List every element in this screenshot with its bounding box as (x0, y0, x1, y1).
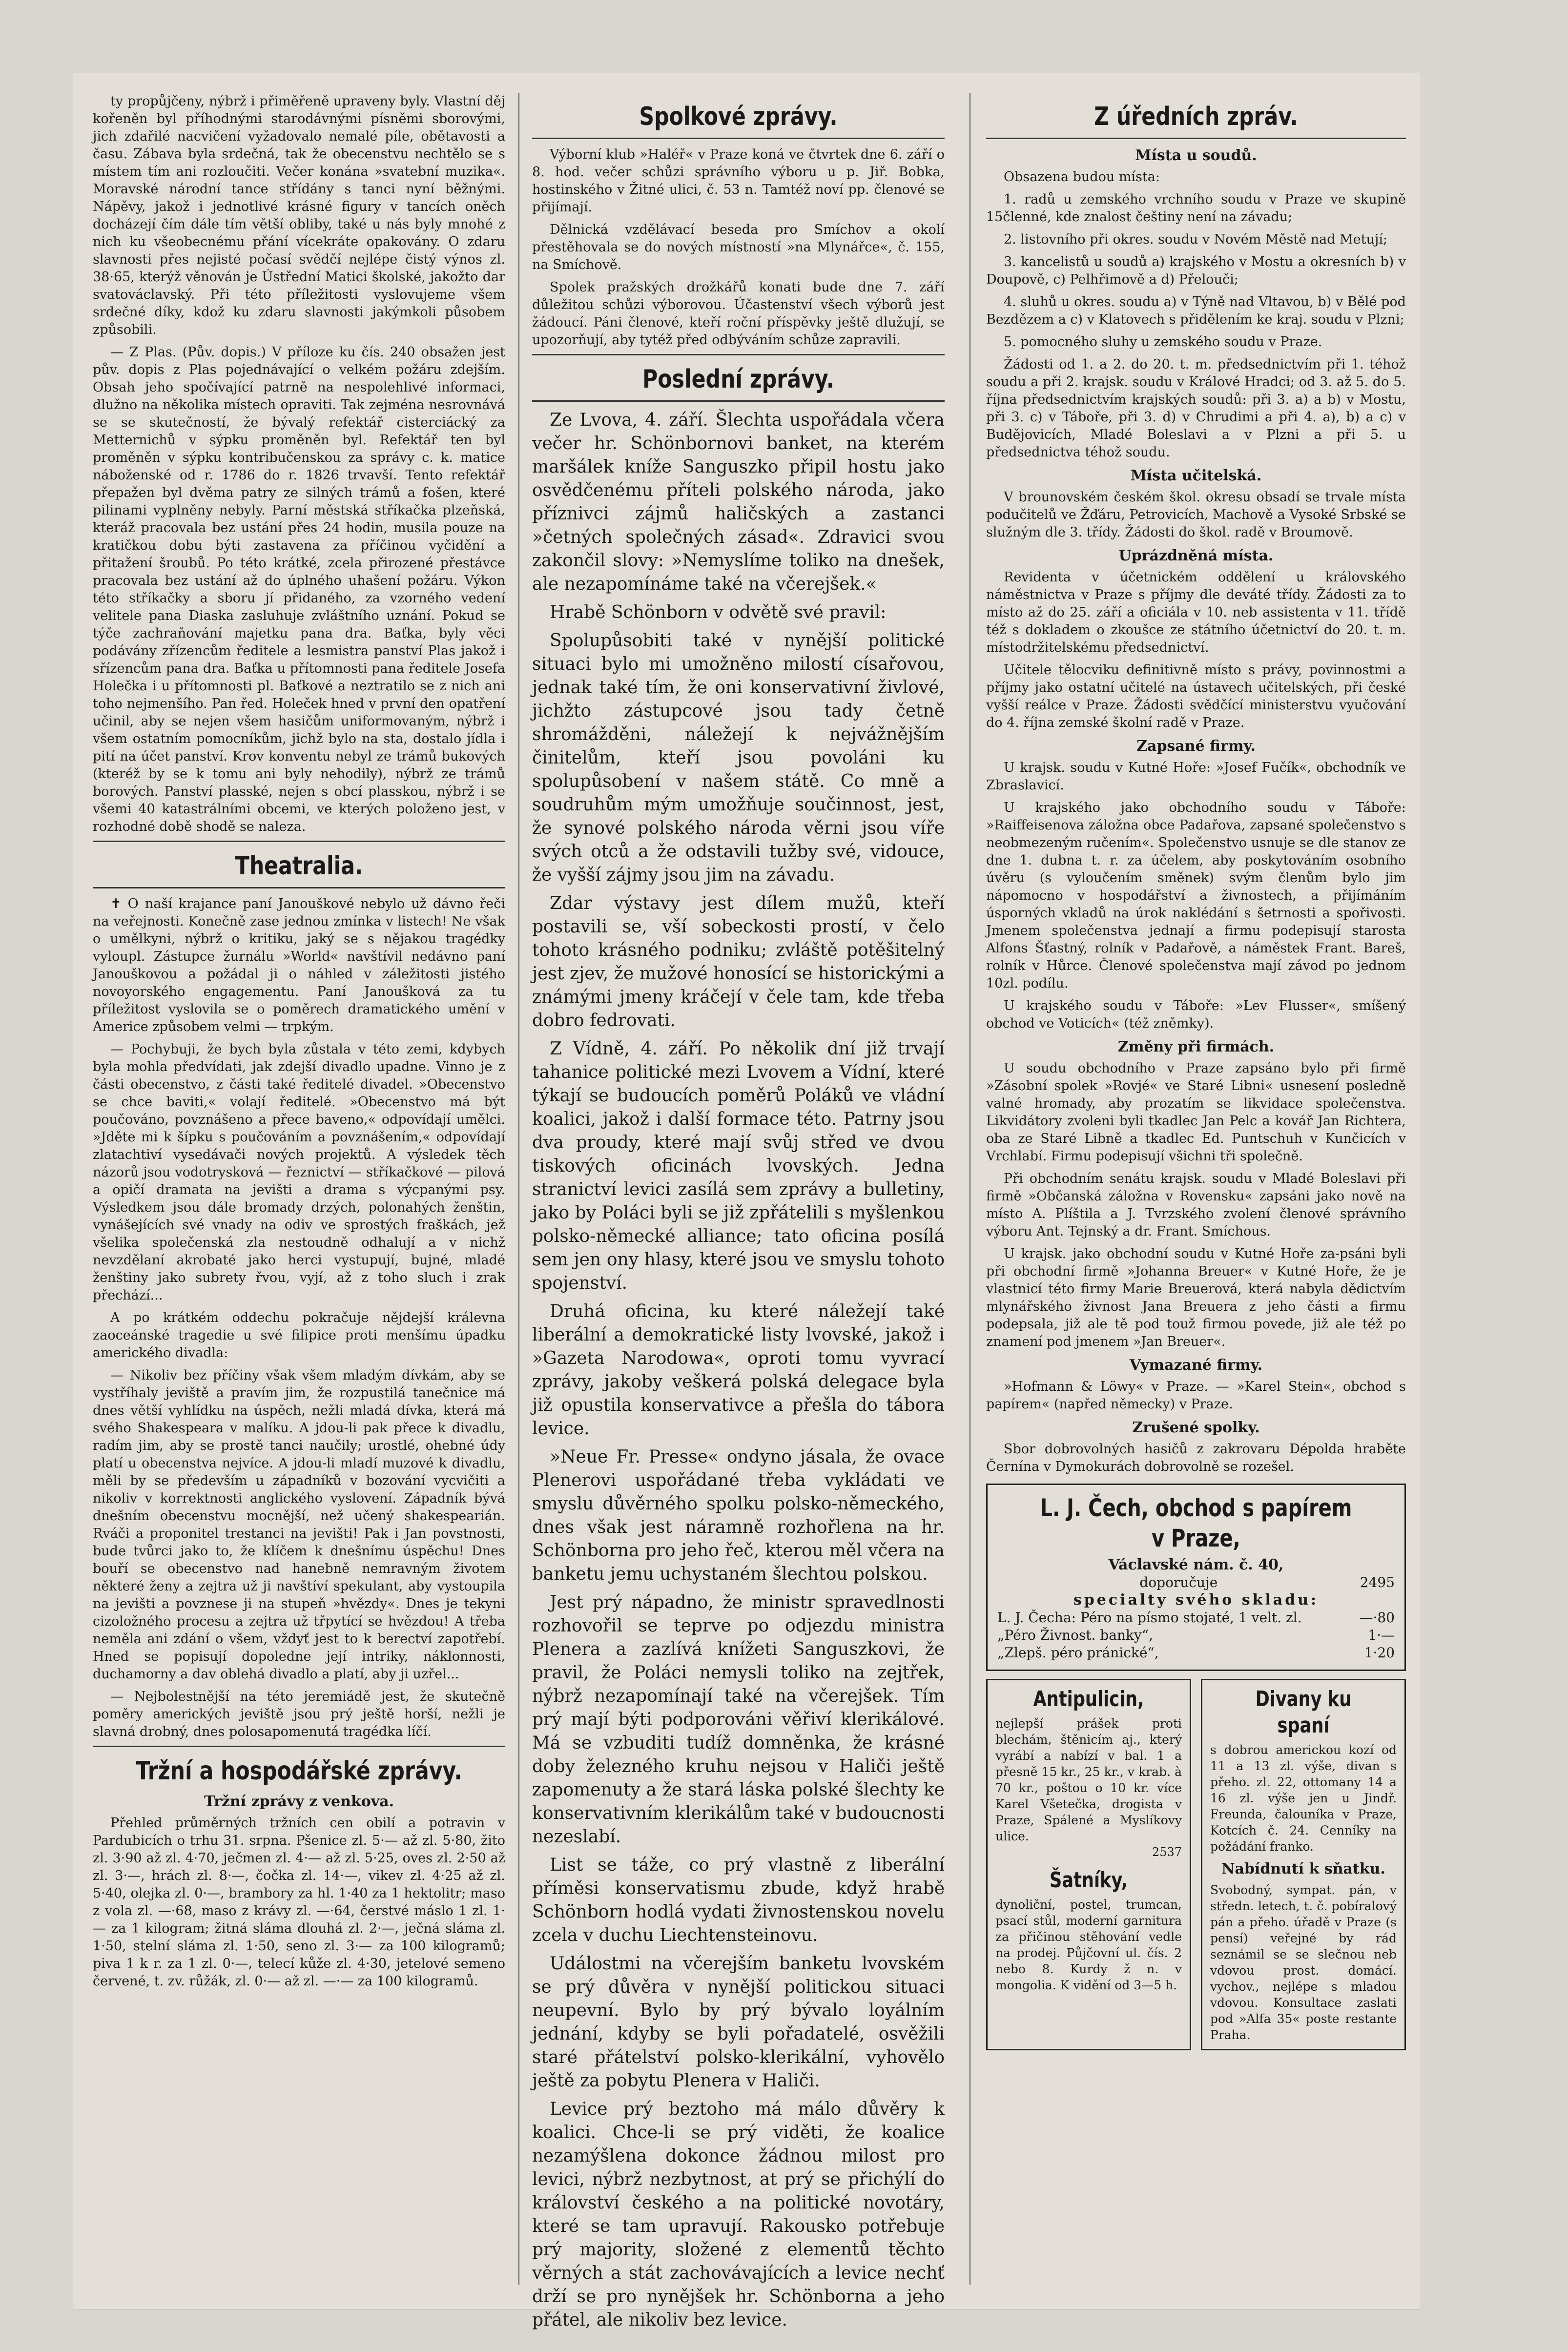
column-1 (93, 93, 505, 1995)
ad-text: s dobrou americkou kozí od 11 a 13 zl. výše, divan s přeho. zl. 22, ottomany 14 a 16 zl. výše jen u Jindř. Freunda, čalouníka v Praze, Kotcích č. 24. Cenníky na požádání franko. (1210, 1743, 1397, 1854)
newspaper-page (73, 73, 1421, 2330)
ad-title: Divany ku spaní (1255, 1687, 1352, 1738)
article-paragraph: ✝ O naší krajance paní Janouškové nebylo už dávno řeči na veřejnosti. Konečně zase jednou zmínka v listech! Ne však o umělkyni, nýbrž o kritiku, jaký se s nějakou tragédky vyloupl. Zástupce žurnálu »World« navštívil nedávno paní Janouškovou a požádal ji o náhled v záležitosti jistého novoyorského engagementu. Paní Janoušková za tu příležitost vyslovila se o poměrech dramatického umění v Americe způsobem velmi — trpkým. (93, 896, 505, 1034)
article-paragraph: Zdar výstavy jest dílem mužů, kteří postavili se, vší sobeckosti prostí, v čelo tohoto krásného podniku; zvláště potěšitelný jest zjev, že mužové honosící se historickými a známými jmeny kráčejí v čele tam, kde třeba dobro fedrovati. (532, 893, 945, 1031)
ad-title: Antipulicin, (1033, 1687, 1144, 1712)
price-value: —·80 (1359, 1609, 1395, 1626)
price-row (997, 1627, 1395, 1644)
section-title-urednich: Z úředních zpráv. (1094, 102, 1298, 131)
ad-text: nejlepší prášek proti blechám, štěnicím aj., který vyrábí a nabízí v bal. 1 a přesně 15 kr., 25 kr., v krab. à 70 kr., poštou o 10 kr. více Karel Všetečka, drogista v Praze, Spálené a Myslíkovy ulice. (995, 1716, 1182, 1843)
ad-text: dynoliční, postel, trumcan, psací stůl, moderní garnitura za přičinou stěhování vedle na prodej. Půjčovní ul. čís. 2 nebo 8. Kurdy ž n. v mongolia. K vidění od 3—5 h. (995, 1898, 1182, 1992)
price-value: 1·— (1368, 1627, 1395, 1643)
article-paragraph: Přehled průměrných tržních cen obilí a potravin v Pardubicích o trhu 31. srpna. Pšenice zl. 5·— až zl. 5·80, žito zl. 3·90 až zl. 4·70, ječmen zl. 4·— až zl. 5·25, oves zl. 2·50 až zl. 3·—, hrách zl. 8·—, čočka zl. 14·—, vikev zl. 4·25 až zl. 5·40, olejka zl. 0·—, brambory za hl. 1·40 za 1 hektolitr; maso z vola zl. —·68, maso z krávy zl. —·64, čerstvé máslo 1 zl. 1·— za 1 kilogram; žitná sláma dlouhá zl. 2·—, ječná sláma zl. 1·50, stelní sláma zl. 1·50, seno zl. 3·— za 100 kilogramů; piva 1 k r. za 1 zl. 0·—, telecí kůže zl. 4·30, jetelové semeno červené, t. zv. růžák, zl. 0·— až zl. —·— za 100 kilogramů. (93, 1816, 505, 1989)
section-rule (93, 1746, 505, 1747)
notice-paragraph: »Hofmann & Löwy« v Praze. — »Karel Stein«, obchod s papírem« (napřed německy) v Praze. (986, 1379, 1406, 1412)
article-paragraph: Levice prý beztoho má málo důvěry k koalici. Chce-li se prý viděti, že koalice nezamýšlena dokonce žádnou milost pro levici, nýbrž nezbytnost, at prý se přichýlí do království českého a na politické novotáry, které se tam upravují. Rakousko potřebuje prý majority, složené z elementů těchto věrných a stát zachovávajících a levice nechť drží se pro nynějšek hr. Schönborna a jeho přátel, ale nikoliv bez levice. (532, 2099, 945, 2330)
notice-paragraph: U krajsk. soudu v Kutné Hoře: »Josef Fučík«, obchodník ve Zbraslavicí. (986, 760, 1406, 793)
notice-paragraph: 1. radů u zemského vrchního soudu v Praze ve skupině 15členné, kde znalost češtiny není na závadu; (986, 192, 1406, 225)
article-paragraph: — Nikoliv bez příčiny však všem mladým dívkám, aby se vystříhaly jeviště a pravím jim, že rozpustilá tanečnice má dnes větší vyhlídku na úspěch, nežli mladá dívka, která má svého Shakespeara v malíku. A jdou-li pak přece k divadlu, radím jim, aby se prostě tanci naučily; urostlé, ohebné údy platí u obecenstva nejvíce. A jdou-li mladí muzové k divadlu, měli by se především u západníků v bozování vycvičiti a nikoliv v korrektnosti anglického vyslovení. Západník bývá dnešním obecenstvu mocnější, než učený shakespearián. Rváči a proponitel trestanci na jevišti! Pak i Jan povstnosti, bude tvůrci jako to, že klíčem k dnešnímu úspěchu! Dnes bouří se obecenstvo nad hanebně nemravným životem některé ženy a zejtra už ji navštíví spekulant, aby vystoupila na jevišti a povznese ji na stupeň »hvězdy«. Dnes je tekyni cizoložného procesu a zejtra už třpytící se hvězdou! A třeba neměla ani zdání o všem, vždyť jest to k berectví zapotřebí. Hned se popisují dopoledne její intriky, náklonnosti, duchamorny a dav oblehá divadlo a platí, aby ji uzřel... (93, 1368, 505, 1682)
section-rule (532, 138, 945, 139)
article-paragraph: Jest prý nápadno, že ministr spravedlnosti rozhovořil se teprve po odjezdu ministra Plenera a zazlívá knížeti Sanguszkovi, že pravil, že Poláci nemysli toliko na zejtřek, nýbrž nezapomínají také na včerejšek. Tím prý mají býti podporováni věřiví klerikálové. Má se vzbuditi tudíž domněnka, že krásné doby železného kruhu nejsou v Haliči ještě zapomenuty a že stará láska polské šlechty ke konservativním klerikálům také v budoucnosti nezeslabí. (532, 1592, 945, 1847)
ad-title: L. J. Čech, obchod s papírem v Praze, (1040, 1494, 1352, 1552)
notice-paragraph: 3. kancelistů u soudů a) krajského v Mostu a okresních b) v Doupově, c) Pelhřimově a d) Přelouči; (986, 254, 1406, 287)
price-row (997, 1644, 1395, 1662)
column-2 (532, 93, 945, 2337)
price-value: 1·20 (1364, 1645, 1395, 1661)
advertisement-paper-shop (986, 1484, 1406, 1671)
article-paragraph: Druhá oficina, ku které náležejí také liberální a demokratické listy lvovské, jakož i »Gazeta Narodowa«, oproti tomu vyvrací zprávy, jakoby veškerá polská delegace byla již opustila konservativce a přešla do tábora levice. (532, 1301, 945, 1439)
ad-number: 2537 (1152, 1845, 1182, 1859)
section-rule (532, 400, 945, 402)
ad-title: Nabídnutí k sňatku. (1221, 1860, 1385, 1877)
ad-recommend: doporučuje (1139, 1574, 1218, 1590)
article-paragraph: Událostmi na včerejším banketu lvovském se prý důvěra v nynější politickou situaci neupevní. Bylo by prý bývalo loyálním jednání, kdyby se byli pořadatelé, osvěžili staré přátelství polsko-klerikální, vyhovělo ještě za pobytu Plenera v Haliči. (532, 1954, 945, 2091)
article-paragraph: Z Vídně, 4. září. Po několik dní již trvají tahanice politické mezi Lvovem a Vídní, které týkají se budoucích poměrů Poláků ve vládní koalici, jakož i další formace této. Patrny jsou dva proudy, které mají svůj střed ve dvou tiskových oficinách lvovských. Jedna stranictví levici zasílá sem zprávy a bulletiny, jako by Poláci byli se již zpřátelili s myšlenkou polsko-německé alliance; tato oficina posílá sem jen ony hlasy, které jsou ve smyslu tohoto spojenství. (532, 1039, 945, 1293)
section-title-theatralia: Theatralia. (235, 851, 363, 881)
ad-text: Svobodný, sympat. pán, v středn. letech, t. č. pobíralový pán a přeho. úřadě v Praze (s pensí) veřejné by rád seznámil se se slečnou neb vdovou prost. domácí. vychov., nejlépe s mladou vdovou. Konsultace zaslati pod »Alfa 35« poste restante Praha. (1210, 1883, 1397, 2042)
section-rule (93, 841, 505, 842)
section-subtitle: Změny při firmách. (1117, 1038, 1275, 1055)
notice-paragraph: U krajského jako obchodního soudu v Táboře: »Raiffeisenova záložna obce Padařova, zapsané společenstvo s neobmezeným ručením«. Společenstvo usnuje se dle stanov ze dne 1. dubna t. r. za účelem, aby poskytováním osobního úvěru (s vyloučením směnek) svým členům bylo jim nápomocno v hospodářství a živnostech, a přijímáním úsporných vkladů na úrok naklédání s šetrnosti a spořivosti. Jmenem společenstva jednají a firmu podepisují starosta Alfons Šťastný, rolník v Padařově, a náměstek Frant. Bareš, rolník v Hůrce. Členové společenstva mají závod po jednom 10zl. podílu. (986, 800, 1406, 991)
price-row (997, 1609, 1395, 1627)
notice-paragraph: Sbor dobrovolných hasičů z zakrovaru Dépolda hraběte Černína v Dymokurách dobrovolně se rozešel. (986, 1442, 1406, 1474)
article-paragraph: Výborní klub »Haléř« v Praze koná ve čtvrtek dne 6. září o 8. hod. večer schůzi správního výboru u p. Jiř. Bobka, hostinského v Žitné ulici, č. 53 n. Tamtéž noví pp. členové se přijímají. (532, 147, 945, 215)
article-paragraph: Hrabě Schönborn v odvětě své pravil: (550, 602, 887, 622)
section-subtitle: Místa u soudů. (1135, 147, 1257, 164)
section-rule (986, 138, 1406, 139)
advertisement-divany (1201, 1679, 1406, 2050)
notice-paragraph: 2. listovního při okres. soudu v Novém Městě nad Metují; (1004, 232, 1388, 247)
notice-paragraph: U krajsk. jako obchodní soudu v Kutné Hoře za-psáni byli při obchodní firmě »Johanna Breuer« v Kutné Hoře, že je vlastnicí této firmy Marie Breuerová, která nabyla dědictvím mlynářského živnost Jana Breuera z jeho části a firmu podepsala, již ale tě pod touž firmou povede, již ale též po znamení pod jmenem »Jan Breuer«. (986, 1246, 1406, 1349)
article-paragraph: — Pochybuji, že bych byla zůstala v této zemi, kdybych byla mohla předvídati, jak zdejší divadlo upadne. Vinno je z části obecenstvo, z části také ředitelé divadel. »Obecenstvo se chce baviti,« volají ředitelé. »Obecenstvo má být poučováno, povznášeno a přece baveno,« odpovídají umělci. »Jděte mi k šípku s poučováním a povznášením,« odpovídají zlatachtiví vysedávači nových projektů. A výsledek těch názorů jsou vodotrysková — řeznictví — stříkačkové — pilová a opičí dramata na jevišti a drama s výcpanými psy. Výsledkem jsou dále bromady drzých, polonahých ženštin, vynášejících své vnady na odiv ve sprostých fraškách, jež všelika společenská zla nestoudně odhalují a v nichž nevzdělaní akrobaté jako herci vystupují, bujné, mladé ženštiny jako subrety řvou, vyjí, až z toho sluch i zrak přechází... (93, 1042, 505, 1303)
notice-paragraph: Učitele tělocviku definitivně místo s právy, povinnostmi a příjmy jako ostatní učitelé na ústavech učitelských, při české vyšší reálce v Praze. Žádosti svědčící ministerstvu vyučování do 4. října zemské školní radě v Praze. (986, 662, 1406, 730)
section-rule (93, 887, 505, 888)
notice-paragraph: Žádosti od 1. a 2. do 20. t. m. předsednictvím při 1. téhož soudu a při 2. krajsk. soudu v Králové Hradci; od 3. až 5. do 5. října předsednictvím krajských soudů: při 3. a) a b) v Mostu, při 3. c) v Táboře, při 3. d) v Chrudimi a při 4. a), b) a c) v Budějovicích, Mladé Boleslavi a v Plzni a při 5. u předsednictva téhož soudu. (986, 357, 1406, 460)
column-divider (518, 93, 519, 2285)
article-paragraph: Spolupůsobiti také v nynější politické situaci bylo mi umožněno milostí císařovou, jednak také tím, že oni konservativní živlové, jichžto zástupcové jsou tady četně shromážděni, náležejí k nejvážnějším činitelům, kteří jsou povoláni ku spolupůsobení v našem státě. Co mně a soudruhům mým umožňuje součinnost, jest, že synové polského národa věrni jsou víře svých otců a že odstavili tužby své, vidouce, že vyšší zájmy jsou jim na závadu. (532, 631, 945, 885)
section-title-posledni: Poslední zprávy. (642, 365, 834, 394)
article-paragraph: — Z Plas. (Pův. dopis.) V příloze ku čís. 240 obsažen jest pův. dopis z Plas pojednávající o velkém požáru zdejším. Obsah jeho spočívající patrně na nespolehlivé informaci, dlužno na několika místech opraviti. Tak zejména nesrovnává se se skutečností, že bývalý refektář cisterciácký za Metternichů v sýpku proměněn byl. Refektář ten byl proměněn v sýpku kontribučenskou za správy c. k. matice náboženské od r. 1786 do r. 1826 trvavší. Tento refektář přepažen byl dvěma patry ze silných trámů a fošen, které pilinami vyplněny nebyly. Parní městská stříkačka plzeňská, kteráž pracovala bez ustání přes 24 hodin, musila pouze na kratičkou dobu býti zastavena za příčinou vyčidění a přitažení šroubů. Po této krátké, zcela přirozené přestávce pracovala bez ustání až do úplného uhašení požáru. Výkon této stříkačky a sboru jí přidaného, za vzorného vedení velitele pana Diaska zasluhuje zvláštního uznání. Pokud se týče zachraňování majetku pana dra. Baťka, byly věci podávány zřízencům ředitele a lesmistra panství Plas jakož i sřízencům pana dra. Baťka u přítomnosti pana ředitele Josefa Holečka i u přítomnosti pl. Baťkové a neztratilo se z nich ani toho nejmenšího. Pan řed. Holeček hned v první den opatření učinil, aby se nejen všem hasičům uniformovaným, nýbrž i všem ostatním pomocníkům, jichž bylo na sta, dostalo jídla i pití na účet panství. Krov konventu nebyl ze trámů bukových (kteréž by se k tomu ani byly nehodily), nýbrž ze trámů borových. Panství plasské, nejen s obcí plasskou, nýbrž i se všemi 40 katastrálními obcemi, ve kterých položeno jest, v rozhodné době shodě se naleza. (93, 345, 505, 834)
section-title-spolkove: Spolkové zprávy. (639, 102, 838, 131)
notice-paragraph: V brounovském českém škol. okresu obsadí se trvale místa podučitelů ve Žďáru, Petrovicích, Machově a Vysoké Srbské se služným dle 3. třídy. Žádosti do škol. radě v Broumově. (986, 490, 1406, 540)
notice-paragraph: 4. sluhů u okres. soudu a) v Týně nad Vltavou, b) v Bělé pod Bezdězem a c) v Klatovech s přidělením ke kraj. soudu v Plzni; (986, 294, 1406, 327)
article-paragraph: ty propůjčeny, nýbrž i přiměřeně upraveny byly. Vlastní děj kořeněn byl příhodnými starodávnými písněmi sborovými, jich zdařilé nacvičení vyžadovalo nemalé píle, obětavosti a času. Zábava byla srdečná, tak že obecenstvu nechtělo se s místem tím ani rozloučiti. Večer konána »svatební muzika«. Moravské národní tance střídány s tanci nyní běžnými. Nápěvy, jakož i jednotlivé krásné figury v tancích oněch docházejí čím dále tím větší obliby, také u nás byly mnohé z nich ku všeobecnému přání vícekráte opakovány. O zdaru slavnosti přes nejisté počasí svědčí nejlépe čistý výnos zl. 38·65, kterýž věnován je Ústřední Matici školské, jakožto dar svatováclavský. Při této příležitosti vyslovujeme všem srdečné díky, kdož ku zdaru slavnosti jakýmkoli působem způsobili. (93, 94, 505, 337)
section-subtitle: Místa učitelská. (1130, 467, 1262, 484)
section-subtitle: Zrušené spolky. (1132, 1419, 1260, 1436)
section-subtitle: Vymazané firmy. (1129, 1357, 1263, 1374)
notice-paragraph: U soudu obchodního v Praze zapsáno bylo při firmě »Zásobní spolek »Rovjé« ve Staré Libni« usnesení posledně valné hromady, aby prozatím se likvidace společenstva. Likvidátory zvoleni byli tkadlec Jan Pelc a kovář Jan Richtera, oba ze Staré Libně a tkadlec Ed. Puntschuh v Kunčicích v Vrchlabí. Firmu podepisují všichni tři společně. (986, 1061, 1406, 1164)
section-subtitle: Tržní zprávy z venkova. (204, 1793, 394, 1810)
notice-paragraph: Při obchodním senátu krajsk. soudu v Mladé Boleslavi při firmě »Občanská záložna v Rovensku« zapsáni jako nově na místo A. Plíštila a J. Tvrzského zvolení členové správního výboru Ant. Tejnský a dr. Frant. Smíchous. (986, 1171, 1406, 1239)
ad-number: 2495 (1360, 1574, 1395, 1590)
article-paragraph: List se táže, co prý vlastně z liberální příměsi konservatismu zbude, když hrabě Schönborn hodlá vydati živnostenskou novelu zcela v duchu Liechtensteinovu. (532, 1855, 945, 1945)
ad-specialty: specialty svého skladu: (1073, 1591, 1319, 1609)
article-paragraph: »Neue Fr. Presse« ondyno jásala, že ovace Plenerovi uspořádané třeba vykládati ve smyslu důvěrného spolku polsko-německého, dnes však jest náramně rozhořlena na hr. Schönborna pro jeho řeč, kterou měl včera na banketu jemu uchystaném šlechtou polskou. (532, 1447, 945, 1584)
price-label: „Péro Živnost. banky“, (997, 1627, 1153, 1643)
section-subtitle: Uprázdněná místa. (1118, 547, 1274, 564)
section-subtitle: Zapsané firmy. (1136, 738, 1256, 755)
article-paragraph: Ze Lvova, 4. září. Šlechta uspořádala včera večer hr. Schönbornovi banket, na kterém maršálek kníže Sanguszko připil hostu jako osvědčenému příteli polského národa, jako příznivci zájmů haličských a zastanci »četných společných zásad«. Zdravici svou zakončil slovy: »Nemyslíme toliko na dnešek, ale nezapomínáme také na včerejšek.« (532, 410, 945, 594)
advertisement-antipulicin (986, 1679, 1191, 2050)
section-title-market: Tržní a hospodářské zprávy. (136, 1756, 462, 1786)
article-paragraph: Dělnická vzdělávací beseda pro Smíchov a okolí přestěhovala se do nových místností »na Mlynářce«, č. 155, na Smíchově. (532, 222, 945, 272)
notice-paragraph: Revidenta v účetnickém oddělení u královského náměstnictva v Praze s příjmy dle deváté třídy. Žádosti za to místo až do 25. září a oficiála v 10. neb assistenta v 11. třídě též s dokladem o zkoušce ze státního účetnictví do 20. t. m. místodržitelskému předsednictví. (986, 570, 1406, 655)
notice-paragraph: Obsazena budou místa: (1004, 169, 1160, 185)
notice-paragraph: U krajského soudu v Táboře: »Lev Flusser«, smíšený obchod ve Voticích« (též zněmky). (986, 998, 1406, 1031)
price-label: „Zlepš. péro pránické“, (997, 1645, 1159, 1661)
column-3 (986, 93, 1406, 2050)
article-paragraph: A po krátkém oddechu pokračuje nějdejší králevna zaoceánské tragedie u své filipice proti menšímu úpadku amerického divadla: (93, 1310, 505, 1361)
price-label: L. J. Čecha: Péro na písmo stojaté, 1 velt. zl. (997, 1609, 1302, 1626)
ad-title: Šatníky, (1049, 1868, 1128, 1893)
article-paragraph: — Nejbolestnější na této jeremiádě jest, že skutečně poměry amerických jeviště jsou prý ještě horší, nežli je slavná drobný, dnes polosapomenutá tragédka líčí. (93, 1689, 505, 1739)
notice-paragraph: 5. pomocného sluhy u zemského soudu v Praze. (1004, 334, 1322, 350)
ad-address: Václavské nám. č. 40, (1108, 1556, 1284, 1573)
article-paragraph: Spolek pražských drožkářů konati bude dne 7. září důležitou schůzi výborovou. Účastenství všech výborů jest žádoucí. Páni členové, kteří roční příspěvky ještě dlužují, se upozorňují, aby tytéž před odbýváním schůze zapravili. (532, 280, 945, 348)
section-rule (532, 354, 945, 355)
